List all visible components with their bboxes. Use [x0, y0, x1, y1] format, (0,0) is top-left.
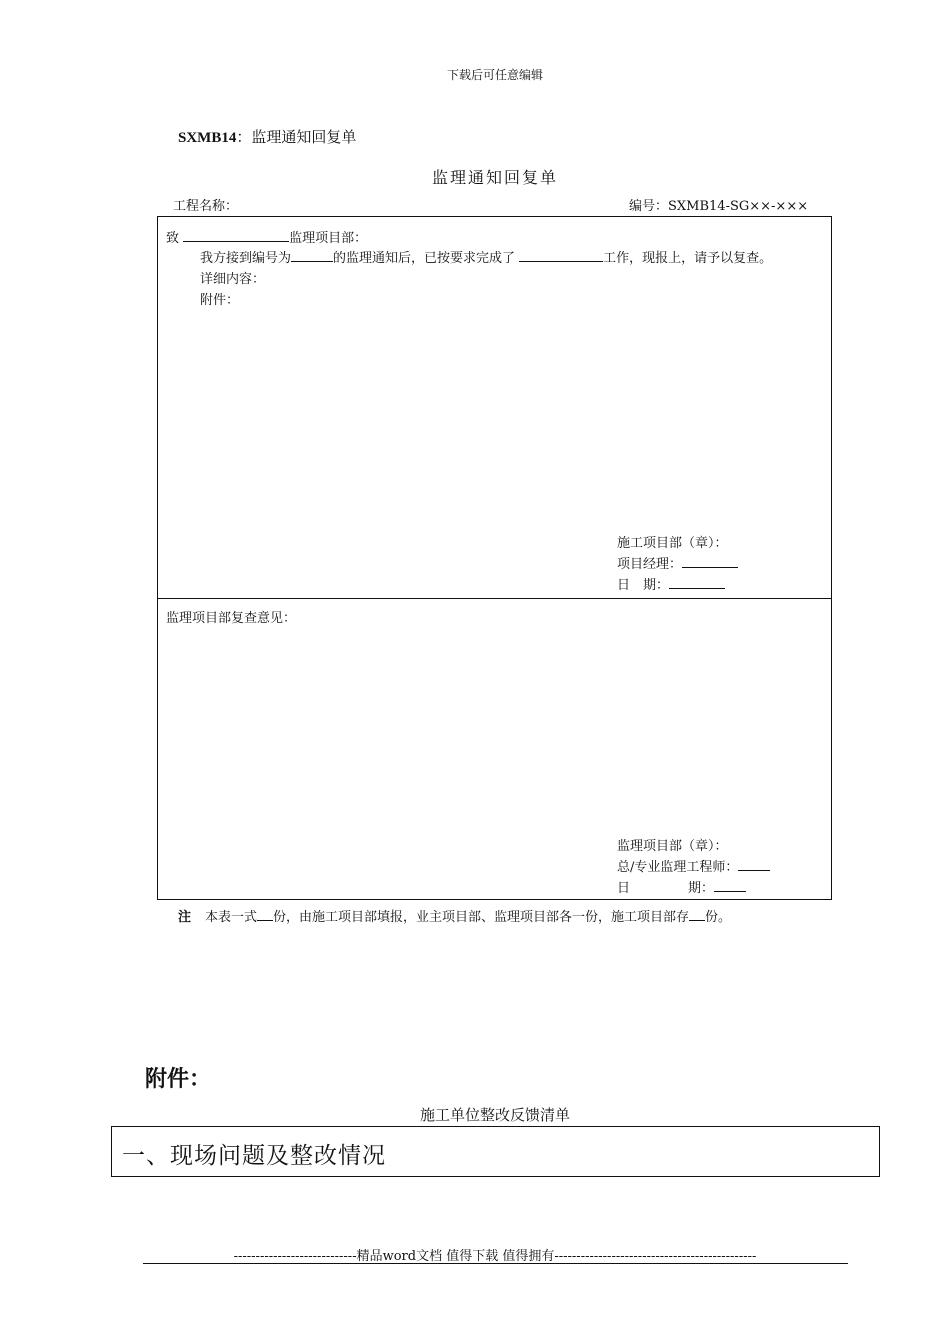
section-heading-box — [111, 1126, 880, 1177]
reply-body-part3: 工作，现报上，请予以复查。 — [603, 251, 773, 266]
addressee-line — [166, 227, 367, 246]
addressee-suffix: 监理项目部： — [289, 231, 368, 246]
supervising-engineer-blank[interactable] — [738, 858, 770, 871]
note-part1: 本表一式 — [205, 910, 258, 925]
reply-date-line — [617, 574, 725, 593]
supervising-engineer-label: 总/专业监理工程师： — [617, 860, 739, 875]
feedback-list-title: 施工单位整改反馈清单 — [419, 1106, 570, 1124]
project-manager-blank[interactable] — [682, 555, 738, 568]
review-opinion-label: 监理项目部复查意见： — [166, 611, 297, 626]
supervision-dept-seal-label: 监理项目部（章）： — [617, 839, 728, 854]
reply-body-line — [200, 247, 772, 266]
notice-number-blank[interactable] — [291, 249, 333, 262]
supervising-engineer-line — [617, 856, 770, 875]
attachment-label: 附件： — [200, 293, 240, 308]
note-part3: 份。 — [705, 910, 732, 925]
completed-work-blank[interactable] — [519, 249, 603, 262]
reply-body-part2: 的监理通知后，已按要求完成了 — [333, 251, 516, 266]
serial-number: 编号：SXMB14-SG××-××× — [629, 199, 809, 214]
construction-dept-seal-label: 施工项目部（章）： — [617, 536, 728, 551]
note-label: 注 — [178, 910, 192, 925]
footer-text: ----------------------------精品word文档 值得下载 值得拥有---------------------------------------------- — [233, 1249, 757, 1264]
form-section-divider — [158, 598, 831, 599]
review-date-blank[interactable] — [714, 879, 746, 892]
reply-date-blank[interactable] — [669, 576, 725, 589]
document-code: SXMB14 — [178, 130, 237, 146]
project-manager-line — [617, 553, 738, 572]
addressee-blank[interactable] — [183, 229, 289, 242]
footer-rule — [143, 1263, 848, 1264]
form-title: 监理通知回复单 — [431, 168, 558, 187]
document-code-name: 监理通知回复单 — [251, 128, 357, 146]
kept-copies-blank[interactable] — [689, 908, 705, 921]
reply-form-table — [157, 216, 832, 900]
note-part2: 份，由施工项目部填报，业主项目部、监理项目部各一份，施工项目部存 — [273, 910, 690, 925]
form-note — [178, 906, 731, 925]
document-code-separator: ： — [236, 128, 252, 146]
section-heading: 一、现场问题及整改情况 — [122, 1143, 386, 1169]
project-manager-label: 项目经理： — [617, 557, 683, 572]
review-date-label-b: 期： — [688, 881, 715, 896]
document-code-title — [178, 126, 356, 147]
header-note: 下载后可任意编辑 — [446, 68, 543, 82]
review-date-line — [617, 877, 746, 896]
reply-body-part1: 我方接到编号为 — [200, 251, 292, 266]
review-date-label-a: 日 — [617, 881, 631, 896]
attachment-heading: 附件： — [145, 1067, 212, 1092]
reply-date-label: 日 期： — [617, 578, 670, 593]
addressee-prefix: 致 — [166, 231, 180, 246]
copies-blank[interactable] — [257, 908, 273, 921]
project-name-label: 工程名称： — [173, 199, 239, 214]
detail-label: 详细内容： — [200, 272, 266, 287]
